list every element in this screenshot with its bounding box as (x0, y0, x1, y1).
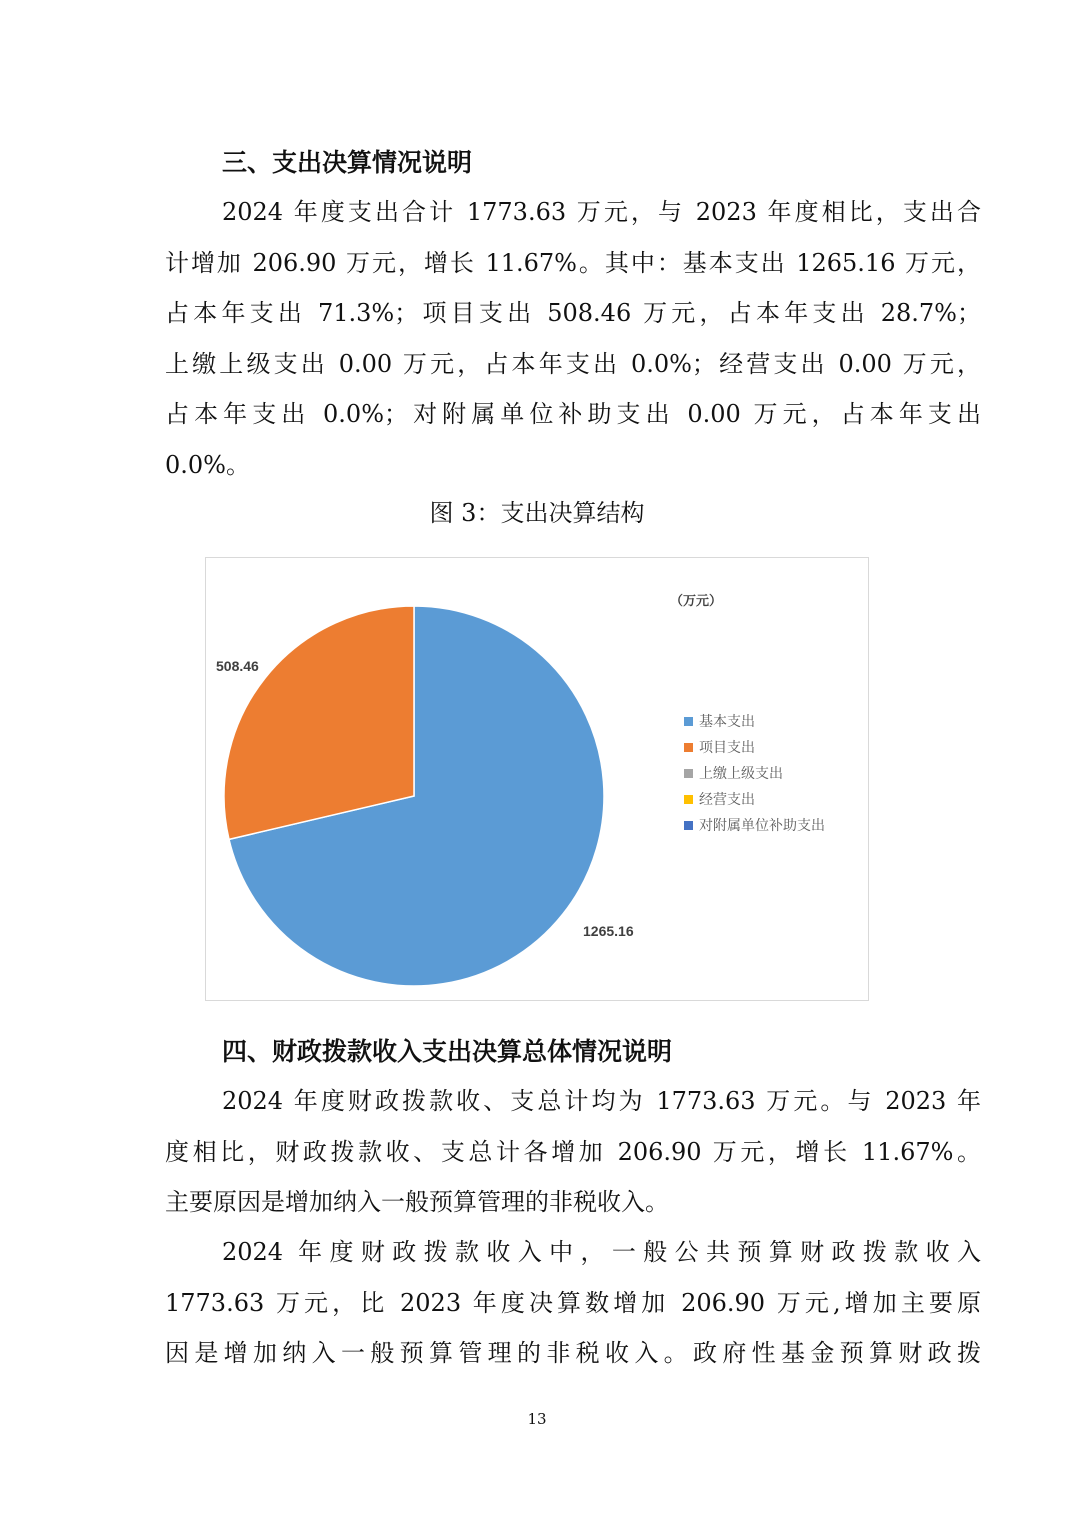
legend-swatch-1 (684, 717, 693, 726)
pie-data-label-1: 1265.16 (583, 923, 634, 939)
legend-swatch-3 (684, 769, 693, 778)
paragraph-line: 度相比，财政拨款收、支总计各增加 206.90 万元，增长 11.67%。 (165, 1137, 981, 1166)
paragraph-line: 2024 年度财政拨款收、支总计均为 1773.63 万元。与 2023 年 (222, 1087, 981, 1115)
paragraph-line: 2024 年度财政拨款收入中，一般公共预算财政拨款收入 (222, 1238, 981, 1266)
section-4-paragraph-2 (165, 1227, 981, 1379)
paragraph-line: 上缴上级支出 0.00 万元，占本年支出 0.0%；经营支出 0.00 万元， (165, 349, 981, 378)
legend-swatch-4 (684, 795, 693, 804)
legend-label-3: 上缴上级支出 (699, 765, 783, 781)
paragraph-line: 因是增加纳入一般预算管理的非税收入。政府性基金预算财政拨 (165, 1339, 981, 1367)
legend-swatch-5 (684, 821, 693, 830)
figure-caption: 图 3：支出决算结构 (429, 499, 645, 527)
paragraph-line: 主要原因是增加纳入一般预算管理的非税收入。 (165, 1188, 669, 1216)
legend-label-2: 项目支出 (699, 739, 755, 755)
pie-data-label-2: 508.46 (216, 658, 259, 674)
section-3-paragraph (165, 187, 981, 490)
paragraph-line: 占本年支出 0.0%；对附属单位补助支出 0.00 万元，占本年支出 (165, 400, 981, 428)
section-4-heading: 四、财政拨款收入支出决算总体情况说明 (222, 1037, 673, 1066)
paragraph-line: 计增加 206.90 万元，增长 11.67%。其中：基本支出 1265.16 万元， (165, 248, 981, 277)
paragraph-line: 占本年支出 71.3%；项目支出 508.46 万元，占本年支出 28.7%； (165, 299, 981, 327)
expenditure-pie-chart (205, 557, 869, 1001)
legend-swatch-2 (684, 743, 693, 752)
paragraph-line: 2024 年度支出合计 1773.63 万元，与 2023 年度相比，支出合 (222, 198, 981, 226)
page-number: 13 (527, 1410, 547, 1428)
section-3-heading: 三、支出决算情况说明 (222, 148, 473, 177)
pie-chart-canvas (206, 558, 868, 1000)
paragraph-line: 0.0%。 (165, 450, 250, 479)
legend-label-4: 经营支出 (699, 791, 755, 807)
paragraph-line: 1773.63 万元，比 2023 年度决算数增加 206.90 万元,增加主要原 (165, 1288, 981, 1317)
section-4-paragraph-1 (165, 1076, 981, 1228)
legend-label-5: 对附属单位补助支出 (699, 817, 825, 833)
legend-label-1: 基本支出 (699, 713, 755, 729)
chart-unit-label: （万元） (669, 593, 723, 608)
